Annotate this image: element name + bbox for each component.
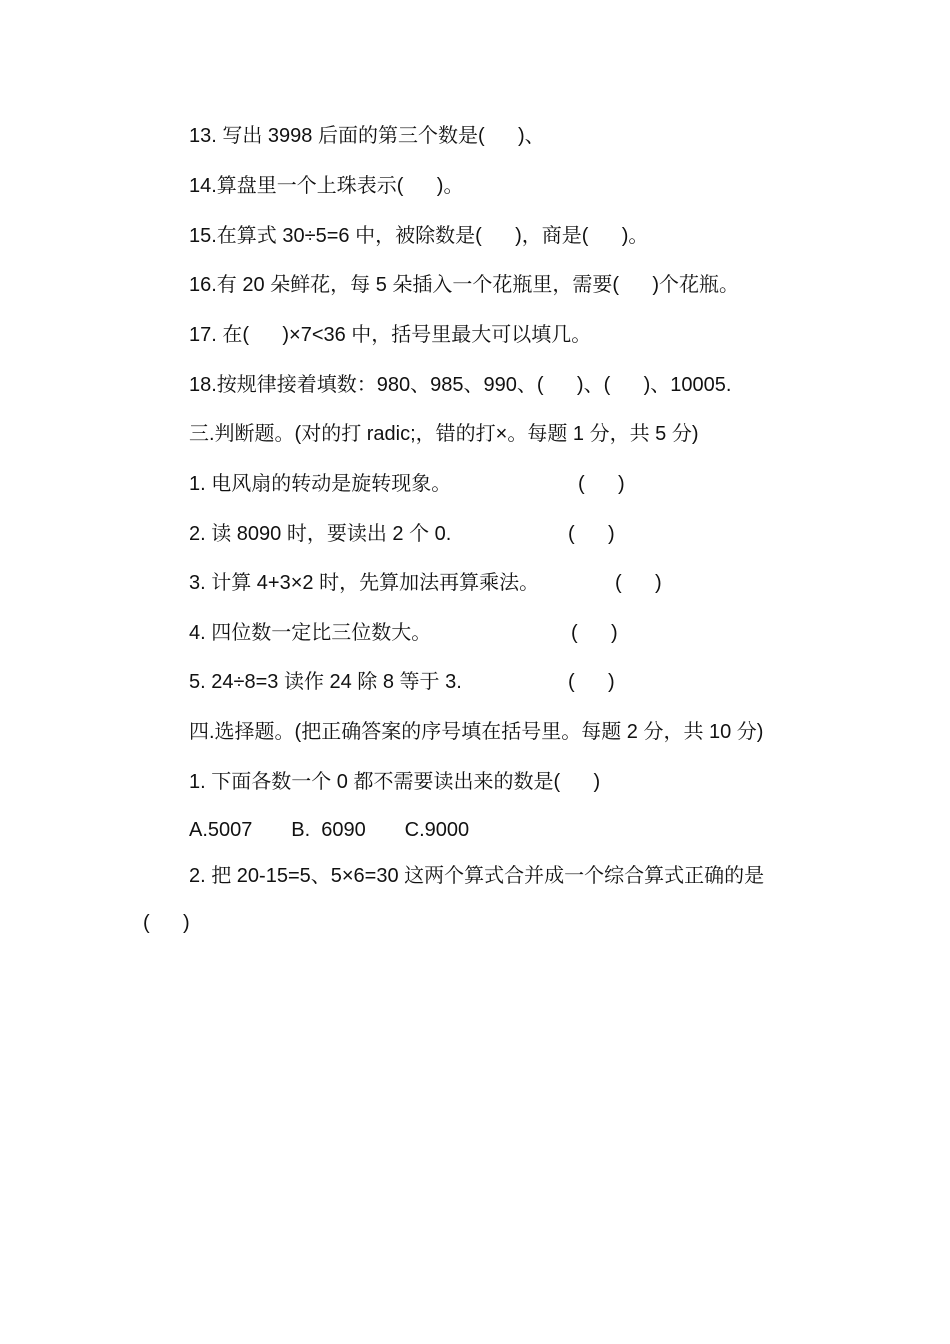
- judge-item-1-blank: ( ): [578, 473, 625, 495]
- judge-item-3: 3. 计算 4+3×2 时，先算加法再算乘法。: [189, 572, 540, 594]
- judge-item-3-blank: ( ): [615, 572, 662, 594]
- question-16: 16.有 20 朵鲜花，每 5 朵插入一个花瓶里，需要( )个花瓶。: [189, 274, 740, 296]
- question-14: 14.算盘里一个上珠表示( )。: [189, 175, 464, 197]
- judge-item-5: 5. 24÷8=3 读作 24 除 8 等于 3.: [189, 671, 462, 693]
- judge-item-1: 1. 电风扇的转动是旋转现象。: [189, 473, 452, 495]
- question-15: 15.在算式 30÷5=6 中，被除数是( )，商是( )。: [189, 225, 649, 247]
- judge-item-5-blank: ( ): [568, 671, 615, 693]
- judge-item-4-blank: ( ): [571, 622, 618, 644]
- question-18: 18.按规律接着填数：980、985、990、( )、( )、10005.: [189, 374, 732, 396]
- section-choice-heading: 四.选择题。(把正确答案的序号填在括号里。每题 2 分，共 10 分): [189, 721, 764, 743]
- choice-question-1: 1. 下面各数一个 0 都不需要读出来的数是( ): [189, 771, 601, 793]
- choice-question-1-options: A.5007 B. 6090 C.9000: [189, 819, 470, 841]
- question-13: 13. 写出 3998 后面的第三个数是( )、: [189, 125, 545, 147]
- judge-item-2: 2. 读 8090 时，要读出 2 个 0.: [189, 523, 452, 545]
- choice-question-2-blank: ( ): [143, 912, 190, 934]
- question-17: 17. 在( )×7<36 中，括号里最大可以填几。: [189, 324, 592, 346]
- choice-question-2: 2. 把 20-15=5、5×6=30 这两个算式合并成一个综合算式正确的是: [189, 865, 765, 887]
- judge-item-2-blank: ( ): [568, 523, 615, 545]
- judge-item-4: 4. 四位数一定比三位数大。: [189, 622, 432, 644]
- section-judge-heading: 三.判断题。(对的打 radic;，错的打×。每题 1 分，共 5 分): [189, 423, 699, 445]
